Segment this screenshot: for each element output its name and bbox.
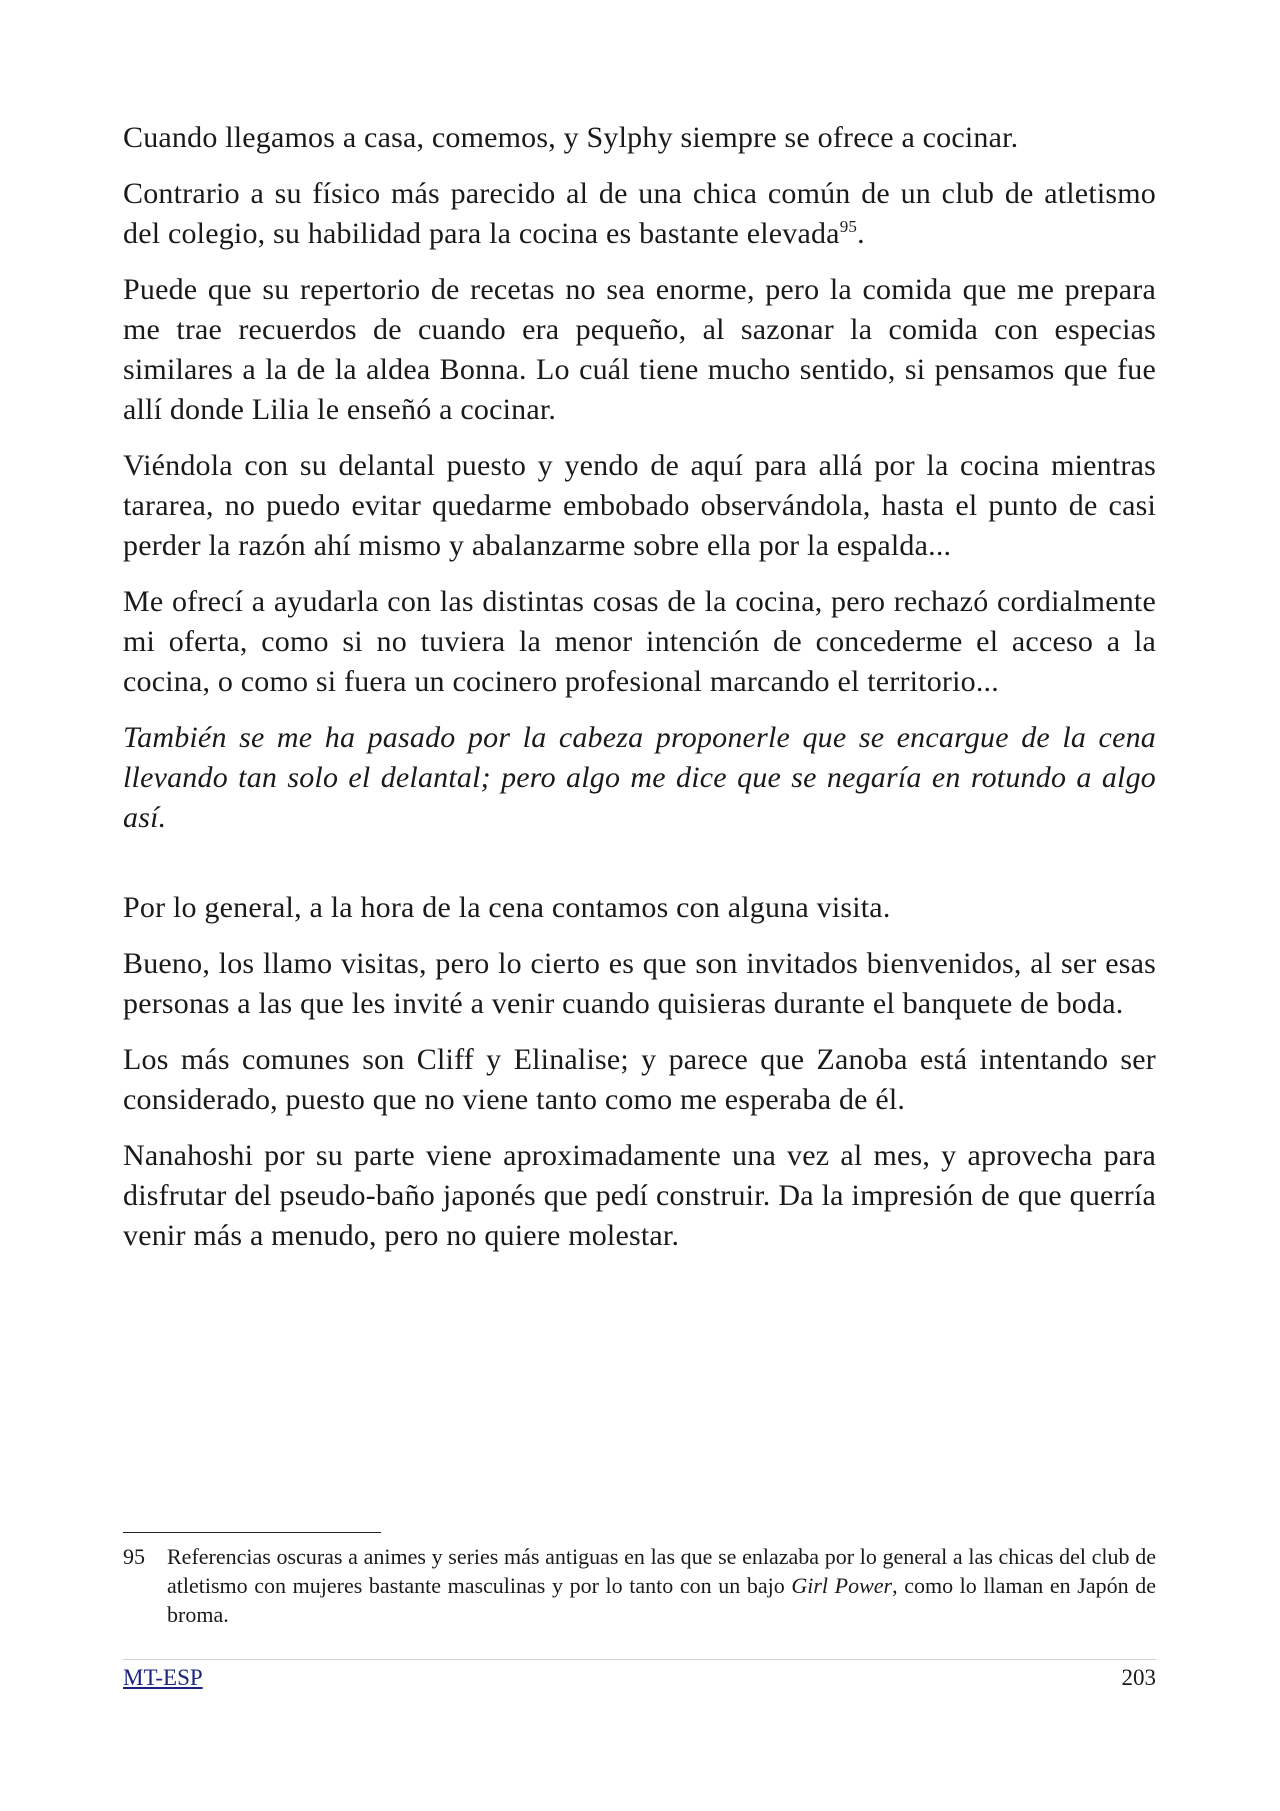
page-body <box>123 118 1156 1272</box>
footnote-reference[interactable]: 95 <box>839 217 858 236</box>
paragraph-text-end: . <box>857 217 865 250</box>
footer-brand-link[interactable]: MT-ESP <box>123 1665 203 1690</box>
paragraph: Los más comunes son Cliff y Elinalise; y parece que Zanoba está intentando ser considerado, puesto que no viene tanto como me esperaba de él. <box>123 1043 1156 1116</box>
footnote-number: 95 <box>123 1544 145 1569</box>
footnote <box>123 1542 1156 1629</box>
paragraph: Viéndola con su delantal puesto y yendo de aquí para allá por la cocina mientras tararea, no puedo evitar quedarme embobado observándola, hasta el punto de casi perder la razón ahí mismo y abalanzarme sobre ella por la espalda... <box>123 449 1156 562</box>
paragraph: Me ofrecí a ayudarla con las distintas cosas de la cocina, pero rechazó cordialmente mi oferta, como si no tuviera la menor intención de concederme el acceso a la cocina, o como si fuera un cocinero profesional marcando el territorio... <box>123 585 1156 698</box>
footnote-italic-term: Girl Power <box>791 1573 893 1598</box>
paragraph: Cuando llegamos a casa, comemos, y Sylphy siempre se ofrece a cocinar. <box>123 121 1019 154</box>
footnote-text <box>167 1542 1156 1629</box>
section-break <box>123 854 1156 888</box>
footnote-text-start: Referencias oscuras a animes y series más antiguas en las que se enlazaba por lo general a las chicas del club de atletismo con mujeres bastante masculinas y por lo tanto con un bajo <box>167 1544 1156 1598</box>
paragraph: Puede que su repertorio de recetas no sea enorme, pero la comida que me prepara me trae recuerdos de cuando era pequeño, al sazonar la comida con especias similares a la de la aldea Bonna. Lo cuál tiene mucho sentido, si pensamos que fue allí donde Lilia le enseñó a cocinar. <box>123 273 1156 426</box>
footer-divider <box>123 1659 1156 1660</box>
paragraph: Bueno, los llamo visitas, pero lo cierto es que son invitados bienvenidos, al ser esas personas a las que les invité a venir cuando quisieras durante el banquete de boda. <box>123 947 1156 1020</box>
italic-paragraph: También se me ha pasado por la cabeza proponerle que se encargue de la cena llevando tan solo el delantal; pero algo me dice que se negaría en rotundo a algo así. <box>123 721 1156 834</box>
footnote-text-end: , como lo llaman en Japón de broma. <box>167 1573 1156 1627</box>
page-footer <box>123 1663 1156 1693</box>
paragraph: Nanahoshi por su parte viene aproximadamente una vez al mes, y aprovecha para disfrutar del pseudo-baño japonés que pedí construir. Da la impresión de que querría venir más a menudo, pero no quiere molestar. <box>123 1139 1156 1252</box>
paragraph <box>123 174 1156 254</box>
paragraph: Por lo general, a la hora de la cena contamos con alguna visita. <box>123 891 891 924</box>
page-number: 203 <box>1121 1665 1156 1690</box>
footnote-divider <box>123 1532 381 1533</box>
paragraph-text: Contrario a su físico más parecido al de una chica común de un club de atletismo del colegio, su habilidad para la cocina es bastante elevada <box>123 177 1156 250</box>
